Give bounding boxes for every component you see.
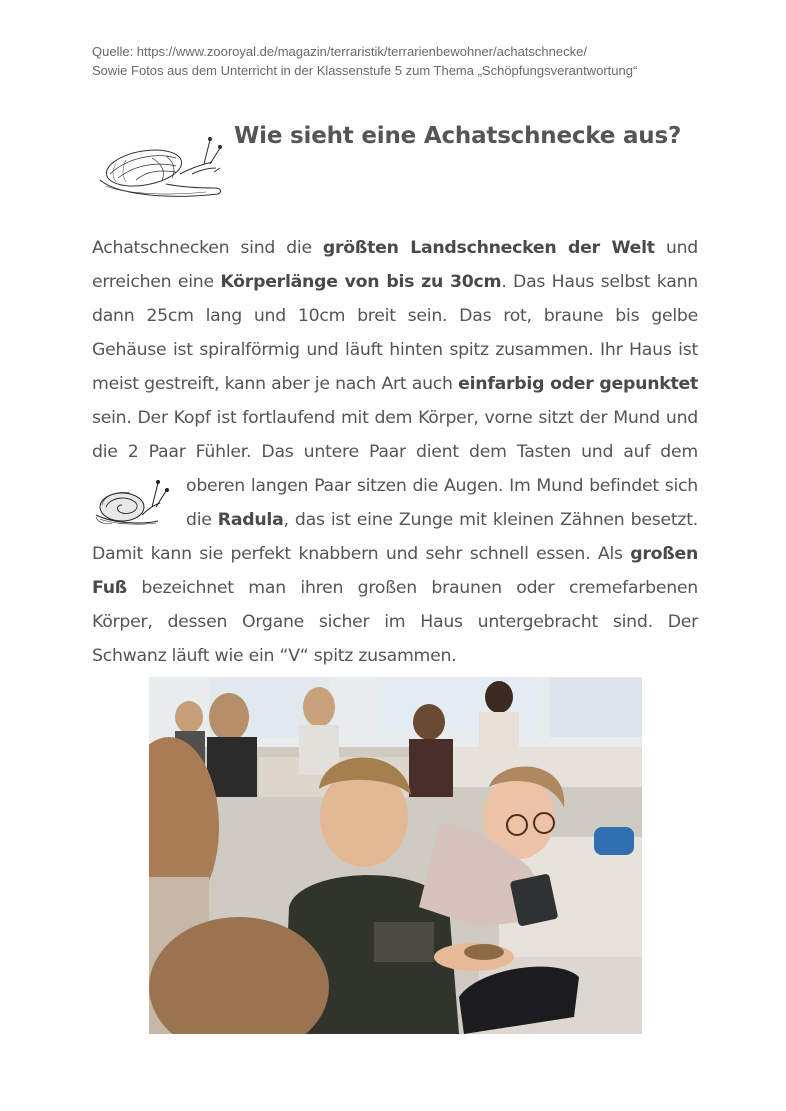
- bold-single-colored-or-dotted: einfarbig oder gepunktet: [458, 374, 698, 394]
- text-run: und erreichen eine: [92, 238, 698, 292]
- bold-largest-land-snails: größten Landschnecken der Welt: [322, 238, 655, 258]
- source-photos-line: Sowie Fotos aus dem Unterricht in der Klassenstufe 5 zum Thema „Schöpfungsverantwortung“: [92, 63, 638, 78]
- paragraph-block: [92, 231, 698, 673]
- page-title: Wie sieht eine Achatschnecke aus?: [234, 123, 682, 149]
- snail-illustration-icon: [96, 128, 228, 208]
- text-run: . Das Haus selbst kann dann 25cm lang und 10cm breit sein. Das rot, braune bis gelbe Gehäuse ist spiralförmig und läuft hinten spitz zusammen. Ihr Haus ist meist gestreift, kann aber je nach Art auch: [92, 272, 698, 394]
- description-paragraph: [92, 231, 698, 673]
- text-run: sein. Der Kopf ist fortlaufend mit dem Körper, vorne sitzt der Mund und die 2 Paar Fühler. Das untere Paar dient dem Tasten und auf dem oberen: [92, 408, 698, 496]
- text-run: Achatschnecken sind die: [92, 238, 323, 258]
- text-run: bezeichnet man ihren großen braunen oder cremefarbenen Körper, dessen Organe sicher im Haus untergebracht sind. Der Schwanz läuft wie ein “V“ spitz zusammen.: [92, 578, 698, 666]
- bold-radula: Radula: [217, 510, 284, 530]
- text-run: langen Paar sitzen die Augen. Im Mund befindet sich die: [186, 476, 698, 530]
- snail-illustration-small-icon: [92, 475, 182, 535]
- classroom-photo: [149, 677, 642, 1034]
- source-note: [92, 42, 732, 80]
- bold-big-foot: großen Fuß: [92, 544, 698, 598]
- text-run: , das ist eine Zunge mit kleinen Zähnen besetzt. Damit kann sie perfekt knabbern und sehr schnell essen. Als: [92, 510, 698, 564]
- source-url-line: Quelle: https://www.zooroyal.de/magazin/terraristik/terrarienbewohner/achatschnecke/: [92, 44, 587, 59]
- bold-body-length: Körperlänge von bis zu 30cm: [220, 272, 502, 292]
